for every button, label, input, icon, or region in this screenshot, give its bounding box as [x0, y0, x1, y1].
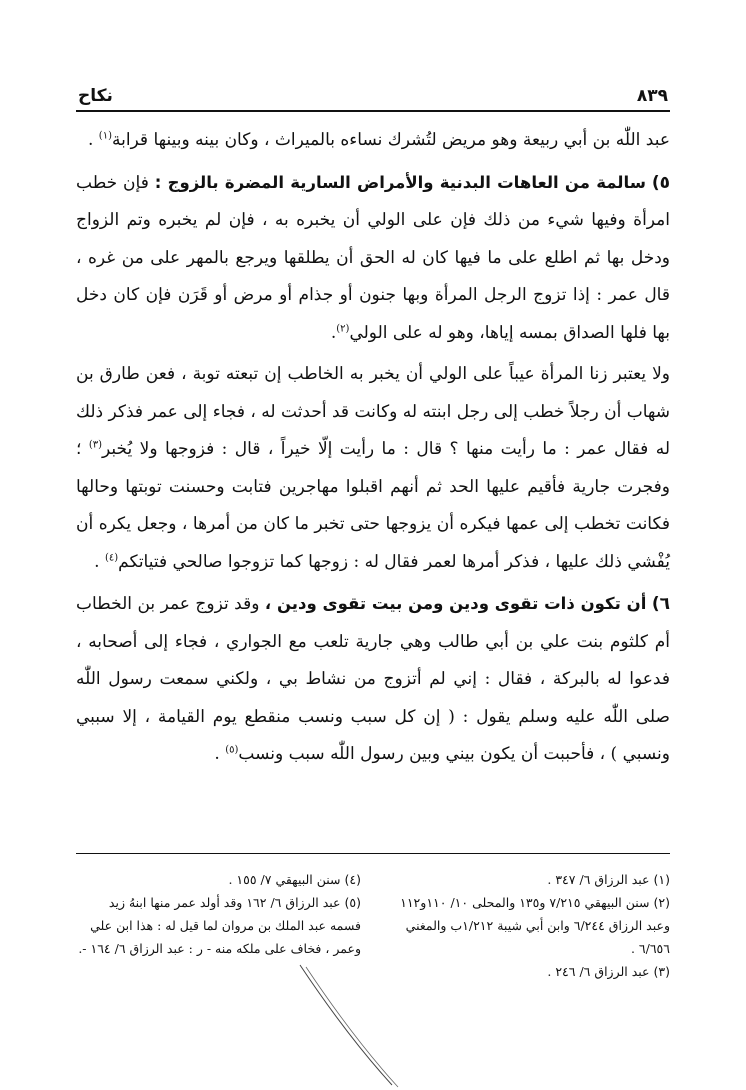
page-number: ٨٣٩ [636, 86, 668, 106]
paragraph-text: فإن خطب امرأة وفيها شيء من ذلك فإن على الولي أن يخبره به ، فإن لم يخبره وتم الزواج ودخل بها ثم اطلع على ما فيها كان له الحق أن يطلقها ويرجع بالمهر على من غره ، قال عمر : إذا تزوج الرجل المرأة وبها جنون أو جذام أو مرض أو قَرَن فإن كان دخل بها فلها الصداق بمسه إياها، وهو له على الولي [76, 172, 670, 343]
paragraph-3 [76, 356, 670, 581]
paragraph-text: ؛ وفجرت جارية فأقيم عليها الحد ثم أنهم اقبلوا مهاجرين فتابت وحسنت توبتها وحالها فكانت تخطب إلى عمها فيكره أن يزوجها حتى تخبر ما كان من أمرها ، وجعل يكره أن يُفْشي ذلك عليها ، فذكر أمرها لعمر فقال له : زوجها كما تزوجوا صالحي فتياتكم [76, 439, 670, 572]
footnote-ref: (٤) [104, 551, 119, 563]
paragraph-end: . [214, 744, 226, 764]
paragraph-text: ولا يعتبر زنا المرأة عيباً على الولي أن يخبر به الخاطب إن تبعته توبة ، فعن طارق بن شهاب أن رجلاً خطب إلى رجل ابنته له وكانت قد أحدثت له ، فجاء إلى عمر فذكر ذلك له فقال عمر : ما رأيت منها ؟ قال : ما رأيت إلّا خيراً ، قال : فزوجها ولا يُخبر [76, 364, 670, 459]
footnote-number: (٢) [653, 895, 670, 910]
footnote-number: (٣) [653, 964, 670, 979]
footnote [385, 891, 670, 960]
footnote-text: عبد الرزاق ٦/ ١٦٢ وقد أولد عمر منها ابنهُ زيد فسمه عبد الملك بن مروان لما قيل له : هذا ابن علي وعمر ، فخاف على ملكه منه - ر : عبد الرزاق ٦/ ١٦٤ -. [78, 895, 361, 956]
footnotes-right-column [385, 868, 670, 983]
footnotes [76, 868, 670, 983]
footnote-rule [76, 853, 670, 854]
footnote-ref: (٣) [88, 439, 103, 451]
footnotes-left-column [76, 868, 361, 983]
footnote-number: (٤) [344, 872, 361, 887]
footnote-text: سنن البيهقي ٧/٢١٥ و١٣٥ والمحلى ١٠/ ١١٠و١١٢ وعبد الرزاق ٦/٢٤٤ وابن أبي شيبة ١/٢١٢ب والمغني ٦/٦٥٦ . [400, 895, 670, 956]
running-header [78, 78, 668, 106]
header-rule [76, 110, 670, 112]
item-heading: أن تكون ذات تقوى ودين ومن بيت تقوى ودين ، [264, 594, 647, 613]
footnote-ref: (٥) [225, 744, 239, 756]
paragraph-text: وقد تزوج عمر بن الخطاب أم كلثوم بنت علي بن أبي طالب وهي جارية تلعب مع الجواري ، فجاء إلى أصحابه ، فدعوا له بالبركة ، فقال : إني لم أتزوج من نشاط بي ، ولكني سمعت رسول اللّٰه صلى اللّٰه عليه وسلم يقول : ( إن كل سبب ونسب منقطع يوم القيامة ، إلا سببي ونسبي ) ، فأحببت أن يكون بيني وبين رسول اللّٰه سبب ونسب [76, 594, 670, 764]
footnote [76, 868, 361, 891]
footnote-ref: (١) [98, 130, 112, 142]
paragraph-end: . [94, 551, 105, 572]
item-number: ٦) [651, 594, 670, 614]
main-text [76, 122, 670, 774]
footnote-text: سنن البيهقي ٧/ ١٥٥ . [228, 872, 341, 887]
footnote [385, 960, 670, 983]
running-title: نكاح [78, 86, 113, 106]
paragraph-4 [76, 585, 670, 774]
paragraph-end: . [87, 130, 99, 150]
footnote [76, 891, 361, 960]
footnote-text: عبد الرزاق ٦/ ٣٤٧ . [547, 872, 650, 887]
footnote [385, 868, 670, 891]
footnote-number: (٥) [344, 895, 361, 910]
paragraph-1 [76, 122, 670, 160]
paragraph-text: عبد اللّٰه بن أبي ربيعة وهو مريض لتُشرك نساءه بالميراث ، وكان بينه وبينها قرابة [111, 130, 670, 150]
paragraph-end: . [330, 322, 337, 343]
paragraph-2 [76, 164, 670, 353]
footnote-ref: (٢) [336, 322, 350, 334]
footnote-number: (١) [653, 872, 670, 887]
item-number: ٥) [651, 172, 670, 193]
footnote-text: عبد الرزاق ٦/ ٢٤٦ . [547, 964, 650, 979]
item-heading: سالمة من العاهات البدنية والأمراض السارية المضرة بالزوج : [154, 172, 646, 192]
